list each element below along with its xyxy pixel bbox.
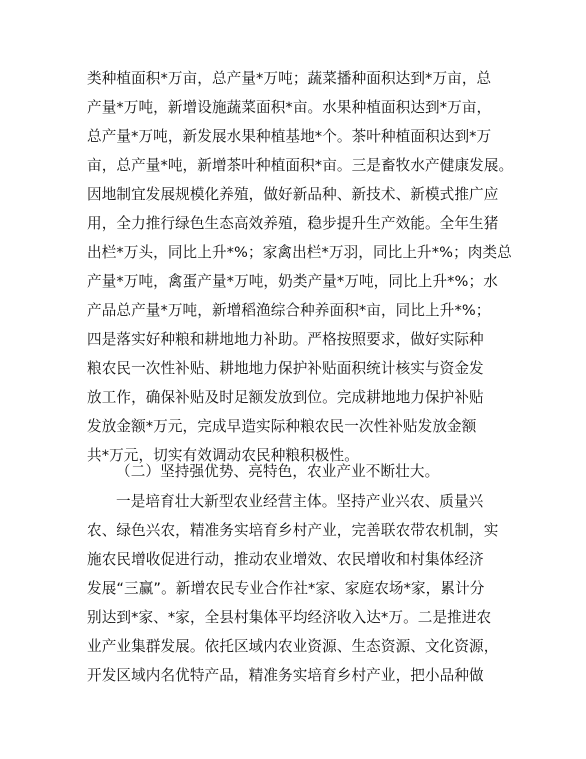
text-line: 出栏*万头，同比上升*%；家禽出栏*万羽，同比上升*%；肉类总 [87,244,512,261]
text-line: 业产业集群发展。依托区域内农业资源、生态资源、文化资源， [87,638,499,655]
text-line: 产量*万吨，禽蛋产量*万吨，奶类产量*万吨，同比上升*%；水 [87,273,498,290]
text-line: 开发区域内名优特产品，精准务实培育乡村产业，把小品种做 [87,667,484,684]
text-line: 施农民增收促进行动，推动农业增效、农民增收和村集体经济 [87,551,484,568]
text-line: 发放金额*万元，完成早造实际种粮农民一次性补贴发放金额 [87,418,477,435]
text-line: 因地制宜发展规模化养殖，做好新品种、新技术、新模式推广应 [87,186,499,203]
text-line: 别达到*家、*家，全县村集体平均经济收入达*万。二是推进农 [87,609,492,626]
text-line: 四是落实好种粮和耕地地力补助。严格按照要求，做好实际种 [87,331,484,348]
text-line: 产量*万吨，新增设施蔬菜面积*亩。水果种植面积达到*万亩， [87,99,492,116]
text-line: 一是培育壮大新型农业经营主体。坚持产业兴农、质量兴 [116,493,484,510]
text-line: 农、绿色兴农，精准务实培育乡村产业，完善联农带农机制，实 [87,522,499,539]
text-line: 产品总产量*万吨，新增稻渔综合种养面积*亩，同比上升*%； [87,302,491,319]
section-heading: （二）坚持强优势、亮特色，农业产业不断壮大。 [116,463,440,480]
text-line: 类种植面积*万亩，总产量*万吨；蔬菜播种面积达到*万亩，总 [87,70,492,87]
text-line: 用，全力推行绿色生态高效养殖，稳步提升生产效能。全年生猪 [87,215,499,232]
text-line: 粮农民一次性补贴、耕地地力保护补贴面积统计核实与资金发 [87,360,484,377]
text-line: 总产量*万吨，新发展水果种植基地*个。茶叶种植面积达到*万 [87,128,492,145]
text-line: 放工作，确保补贴及时足额发放到位。完成耕地地力保护补贴 [87,389,484,406]
text-line: 发展“三赢”。新增农民专业合作社*家、家庭农场*家，累计分 [87,580,485,597]
text-line: 共*万元，切实有效调动农民种粮积极性。 [87,447,359,464]
text-line: 亩，总产量*吨，新增茶叶种植面积*亩。三是畜牧水产健康发展。 [87,157,514,174]
